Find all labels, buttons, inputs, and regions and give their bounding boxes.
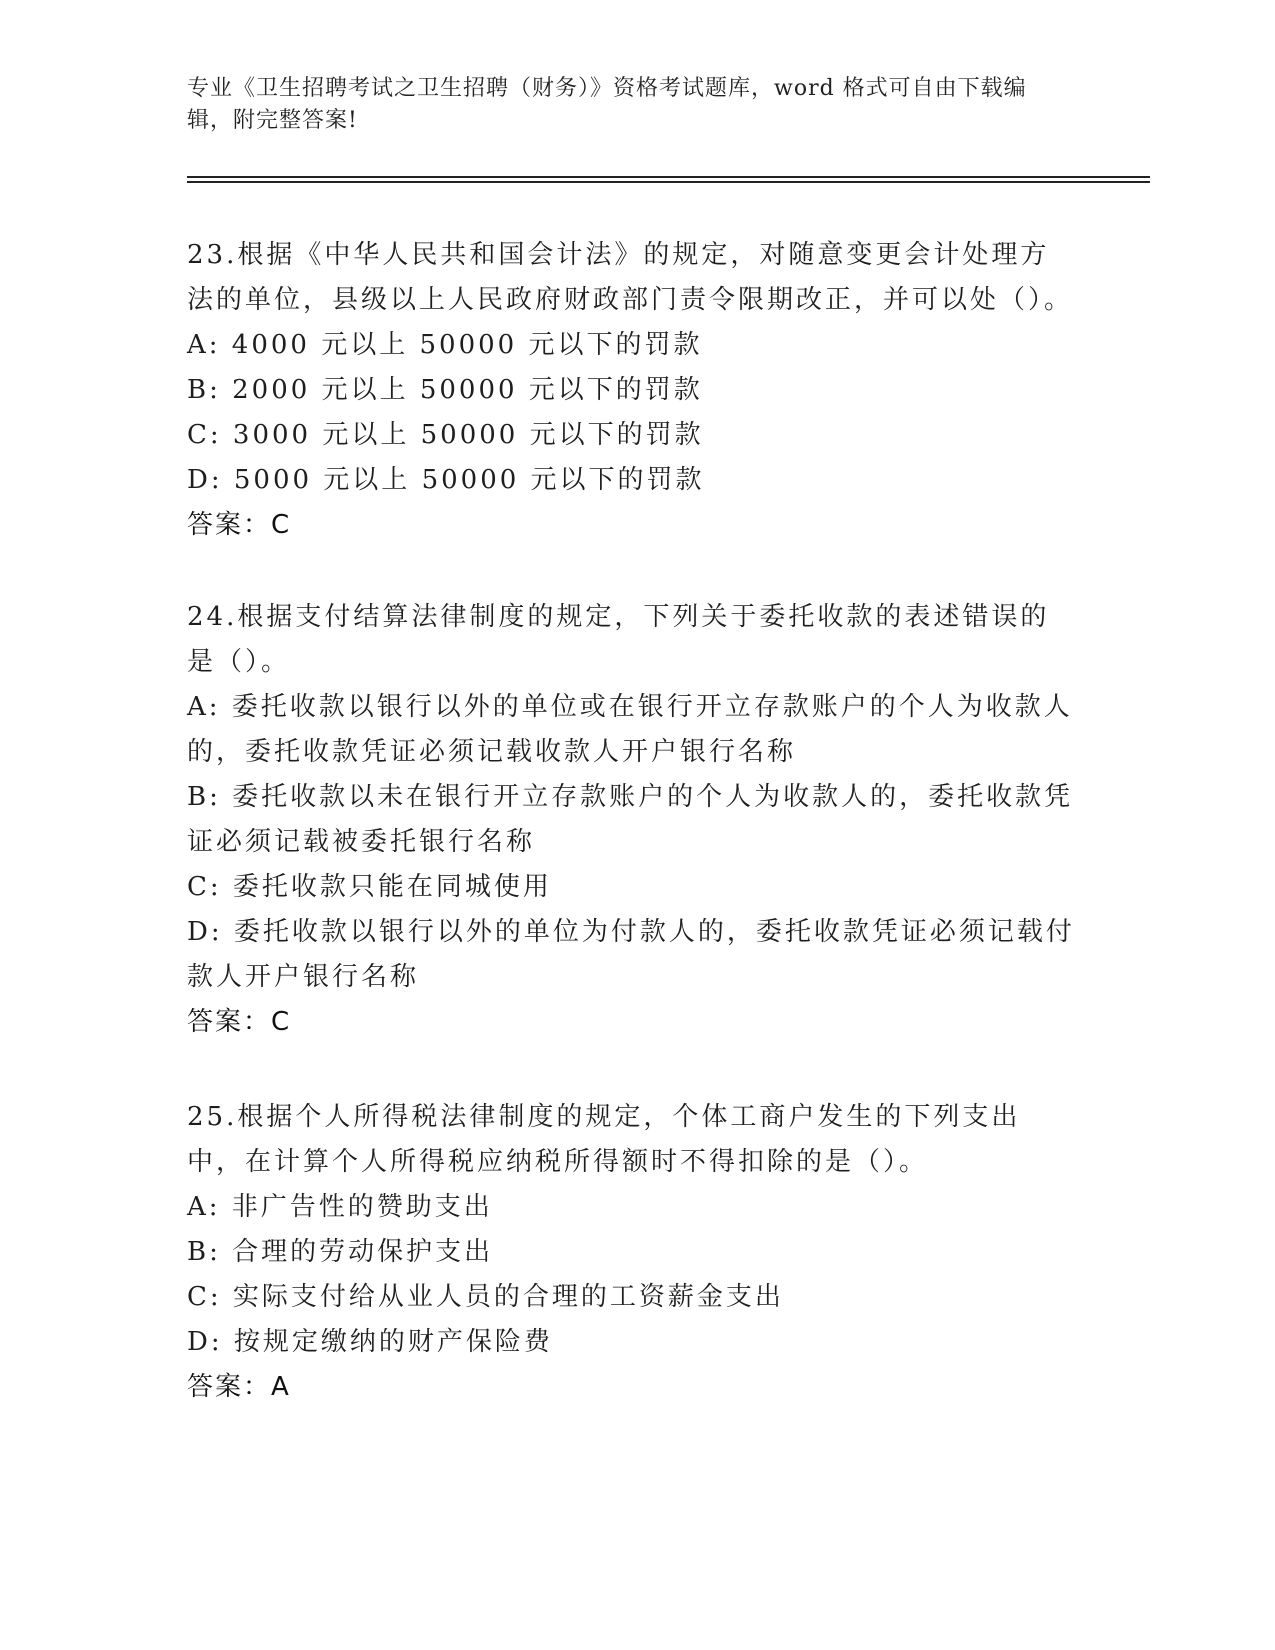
option-b: B: 合理的劳动保护支出 [187,1237,494,1267]
option-c: C: 3000 元以上 50000 元以下的罚款 [187,420,704,450]
question-25 [187,1095,1077,1410]
option-d: D: 5000 元以上 50000 元以下的罚款 [187,465,705,495]
header-divider-bottom [187,181,1150,183]
answer-line [187,1365,1077,1410]
answer-value: C [271,510,292,540]
option-a: A: 非广告性的赞助支出 [187,1192,493,1222]
document-header: 专业《卫生招聘考试之卫生招聘（财务）》资格考试题库，word 格式可自由下载编辑，附完整答案! [187,76,1027,133]
question-stem: 25.根据个人所得税法律制度的规定，个体工商户发生的下列支出中，在计算个人所得税应纳税所得额时不得扣除的是（）。 [187,1102,1021,1177]
answer-label: 答案： [187,510,272,540]
option-d: D: 按规定缴纳的财产保险费 [187,1327,553,1357]
header-divider-top [187,176,1150,178]
question-23 [187,233,1077,548]
answer-line [187,1000,1077,1045]
answer-label: 答案： [187,1007,272,1037]
answer-value: A [271,1372,291,1402]
option-d: D: 委托收款以银行以外的单位为付款人的，委托收款凭证必须记载付款人开户银行名称 [187,917,1075,992]
question-stem: 24.根据支付结算法律制度的规定，下列关于委托收款的表述错误的是（）。 [187,602,1050,677]
answer-line [187,503,1077,548]
option-a: A: 4000 元以上 50000 元以下的罚款 [187,330,703,360]
answer-value: C [271,1007,292,1037]
question-stem: 23.根据《中华人民共和国会计法》的规定，对随意变更会计处理方法的单位，县级以上人民政府财政部门责令限期改正，并可以处（）。 [187,240,1074,315]
option-c: C: 委托收款只能在同城使用 [187,872,552,902]
option-a: A: 委托收款以银行以外的单位或在银行开立存款账户的个人为收款人的，委托收款凭证必须记载收款人开户银行名称 [187,692,1073,767]
option-c: C: 实际支付给从业人员的合理的工资薪金支出 [187,1282,784,1312]
answer-label: 答案： [187,1372,272,1402]
option-b: B: 委托收款以未在银行开立存款账户的个人为收款人的，委托收款凭证必须记载被委托银行名称 [187,782,1074,857]
question-24 [187,595,1077,1045]
option-b: B: 2000 元以上 50000 元以下的罚款 [187,375,703,405]
